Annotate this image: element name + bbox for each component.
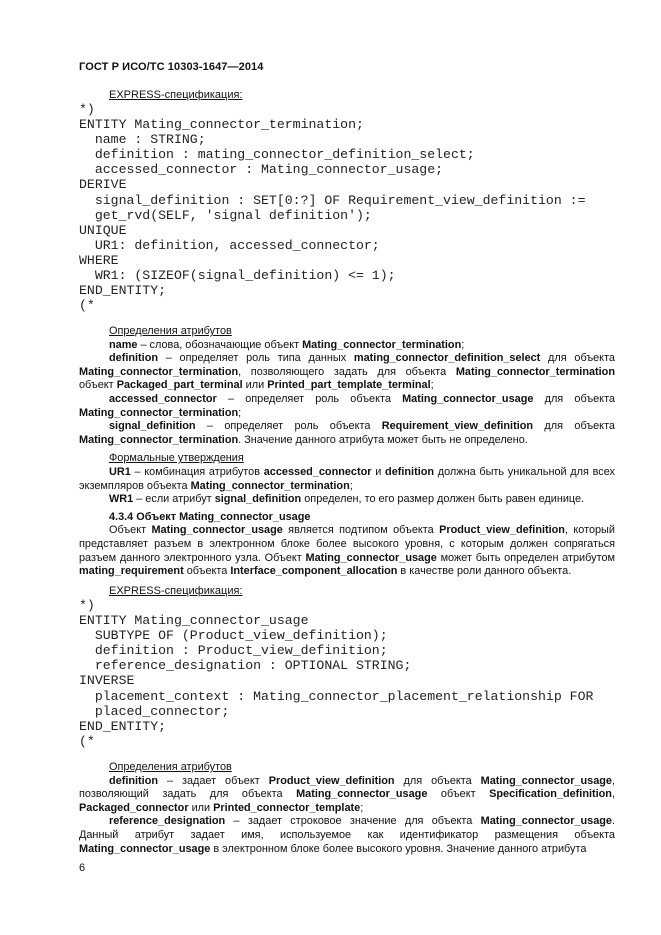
attr-name-paragraph: name – слова, обозначающие объект Mating_connector_termination; bbox=[109, 338, 465, 351]
attr-signal-definition-paragraph: signal_definition – определяет роль объекта Requirement_view_definition для объекта Mating_connector_termination. Значение данного атрибута может быть не определено. bbox=[79, 420, 615, 446]
express-spec-label: EXPRESS-спецификация: bbox=[109, 585, 243, 597]
express-code-usage: *) ENTITY Mating_connector_usage SUBTYPE OF (Product_view_definition); definition : Product_view_definition; reference_designation : OPTIONAL STRING; INVERSE placement_context : Mating_connector_placement_relationship FOR placed_connector; END_ENTITY; (* bbox=[79, 598, 594, 749]
attributes-heading: Определения атрибутов bbox=[109, 761, 232, 773]
attributes-heading: Определения атрибутов bbox=[109, 325, 232, 337]
express-block-termination bbox=[79, 89, 615, 313]
express-block-usage bbox=[79, 585, 615, 749]
express-code-termination: *) ENTITY Mating_connector_termination; name : STRING; definition : mating_connector_definition_select; accessed_connector : Mating_connector_usage; DERIVE signal_definition : SET[0:?] OF Requirement_view_definition := get_rvd(SELF, 'signal definition'); UNIQUE UR1: definition, accessed_connector; WHERE WR1: (SIZEOF(signal_definition) <= 1); END_ENTITY; (* bbox=[79, 102, 586, 314]
attr-accessed-connector-paragraph: accessed_connector – определяет роль объекта Mating_connector_usage для объекта Mating_connector_termination; bbox=[79, 392, 615, 419]
attr-definition-paragraph: definition – задает объект Product_view_definition для объекта Mating_connector_usage, позволяющий задать для объекта Mating_connector_usage объект Specification_definition, Packaged_connector или Printed_connector_template; bbox=[79, 774, 615, 814]
section-body-paragraph: Объект Mating_connector_usage является подтипом объекта Product_view_definition, который представляет разъем в электронном блоке более высокого уровня, с которым должен сопрягаться разъем данного электронного узла. Объект Mating_connector_usage может быть определен атрибутом mating_requirement объекта Interface_component_allocation в качестве роли данного объекта. bbox=[79, 524, 615, 578]
formal-statements-heading: Формальные утверждения bbox=[109, 452, 244, 465]
page-number: 6 bbox=[79, 862, 86, 874]
section-title: 4.3.4 Объект Mating_connector_usage bbox=[109, 510, 311, 523]
express-spec-label: EXPRESS-спецификация: bbox=[109, 89, 243, 101]
formal-wr1-paragraph: WR1 – если атрибут signal_definition определен, то его размер должен быть равен единице. bbox=[109, 493, 585, 506]
attr-reference-designation-paragraph: reference_designation – задает строковое значение для объекта Mating_connector_usage. Данный атрибут задает имя, используемое как идентификатор размещения объекта Mating_connector_usage в электронном блоке более высокого уровня. Значение данного атрибута bbox=[79, 815, 615, 855]
attribute-definitions-usage bbox=[79, 761, 615, 856]
document-header: ГОСТ Р ИСО/ТС 10303-1647—2014 bbox=[79, 61, 264, 73]
attr-definition-paragraph: definition – определяет роль типа данных mating_connector_definition_select для объекта Mating_connector_termination, позволяющего задать для объекта Mating_connector_termination объект Packaged_part_terminal или Printed_part_template_terminal; bbox=[79, 352, 615, 392]
formal-ur1-paragraph: UR1 – комбинация атрибутов accessed_connector и definition должна быть уникальной для всех экземпляров объекта Mating_connector_termination; bbox=[79, 465, 616, 492]
attribute-definitions-termination bbox=[79, 325, 615, 579]
